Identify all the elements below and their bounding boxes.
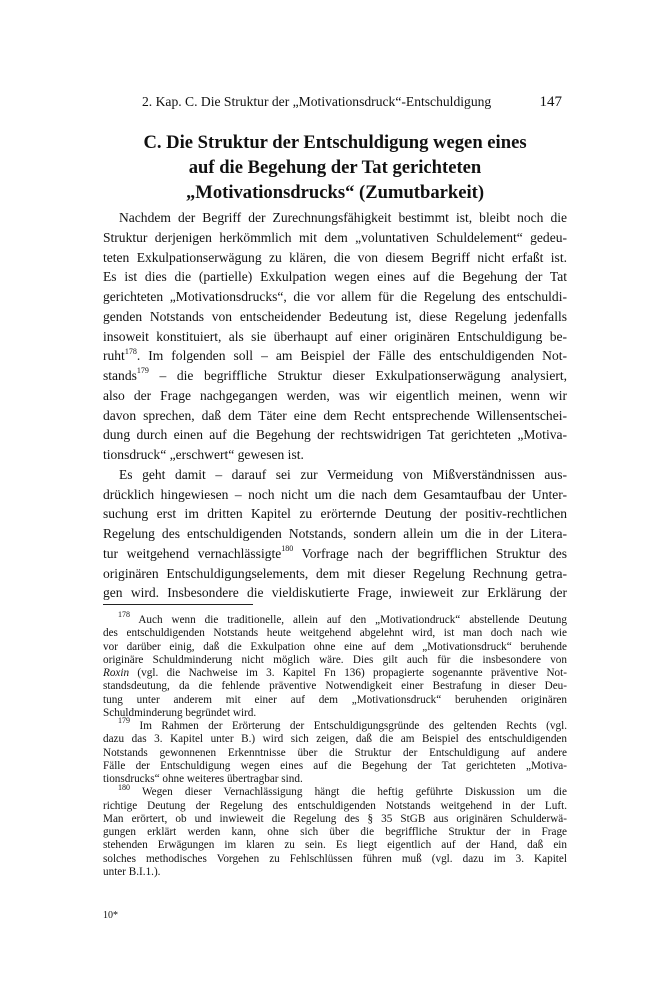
text-fragment: – die begriffliche Struktur dieser Exkulpationserwägung analysiert,: [148, 368, 567, 383]
text-line: dung durch einen auf die Begehung der rechtswidrigen Tat gerichteten „Motiva-: [103, 427, 567, 443]
text-fragment: ruht: [103, 348, 125, 364]
footnote-line: des entschuldigenden Notstands heute weitgehend abgelehnt wird, ist man doch nach wie: [103, 627, 567, 640]
footnote-line: [103, 716, 567, 733]
footnote-line: Notstands gewonnenen Erkenntnisse über die Struktur der Entschuldigung auf andere: [103, 746, 567, 759]
footnote-line: richtige Deutung der Regelung des entschuldigenden Notstands weitgehend in der Luft.: [103, 799, 567, 812]
printer-signature: 10*: [103, 910, 118, 921]
footnote-line: unter B.I.1.).: [103, 865, 161, 878]
text-line: originären Entschuldigungselements, dem mit dieser Regelung Rechnung getra-: [103, 565, 567, 581]
body-text: [103, 208, 567, 603]
text-fragment: Im Rahmen der Erörterung der Entschuldigungsgründe des geltenden Rechts (vgl.: [130, 720, 567, 732]
text-line: suchung erst im dritten Kapitel zu erörternde Deutung der positiv-rechtlichen: [103, 506, 567, 522]
footnote-number: 179: [118, 716, 130, 726]
footnote-line: stehenden Erwägungen im klaren zu sein. Es liegt eigentlich auf der Hand, daß ein: [103, 839, 567, 852]
text-line: teten Exkulpationserwägung zu klären, die von diesem Begriff nicht erfaßt ist.: [103, 249, 567, 265]
footnote-line: [103, 667, 567, 680]
text-line: tionsdruck“ „erschwert“ gewesen ist.: [103, 447, 304, 462]
text-fragment: Auch wenn die traditionelle, allein auf den „Motivationdruck“ abstellende Deutung: [130, 614, 567, 626]
text-fragment: . Im folgenden soll – am Beispiel der Fälle des entschuldigenden Not-: [136, 348, 567, 364]
footnote-line: dazu das 3. Kapitel unter B.) wird sich zeigen, daß die am Beispiel des entschuldigenden: [103, 733, 567, 746]
chapter-title-line-2: auf die Begehung der Tat gerichteten: [188, 157, 482, 178]
text-line: gerichteten „Motivationsdrucks“, die vor allem für die Regelung des entschuldi-: [103, 289, 567, 304]
text-fragment: stands: [103, 368, 137, 383]
chapter-title-line-1: C. Die Struktur der Entschuldigung wegen eines: [143, 132, 527, 153]
footnote-line: originäre Schuldminderung nicht möglich wäre. Dies gilt auch für die insbesondere von: [103, 653, 567, 666]
text-line: [103, 346, 567, 366]
footnote-line: tung unter anderem mit einer auf dem „Motivationsdruck“ beruhenden originären: [103, 693, 567, 706]
footnote-line: standsdeutung, da die fehlende präventive Notwendigkeit einer Bestrafung in dieser Deu-: [103, 680, 567, 693]
text-line: [103, 544, 567, 564]
footnotes: [103, 610, 567, 879]
text-line: Regelung des entschuldigenden Notstands, sondern allein um die in der Litera-: [103, 526, 567, 541]
footnote-ref-179[interactable]: 179: [136, 366, 149, 376]
chapter-title: [95, 130, 575, 205]
footnote-line: Man erörtert, ob und inwieweit die Regelung des § 35 StGB aus originären Schulderwä-: [103, 812, 567, 825]
footnote-178: [103, 610, 567, 720]
paragraph-2: [103, 465, 567, 603]
footnote-ref-178[interactable]: 178: [124, 346, 137, 356]
footnote-line: vor darüber einig, daß die Exkulpation ohne eine auf dem „Motivationsdruck“ beruhende: [103, 640, 567, 653]
footnote-line: Fälle der Entschuldigung wegen eines auf die Begehung der Tat gerichteten „Motiva-: [103, 759, 567, 772]
text-fragment: Wegen dieser Vernachlässigung hängt die heftig geführte Diskussion um die: [130, 786, 567, 799]
running-header: [142, 94, 562, 111]
text-line: davon sprechen, daß dem Täter eine dem Recht entsprechende Willensentschei-: [103, 407, 567, 423]
footnote-line: [103, 782, 567, 799]
text-line: also der Frage nachgegangen werden, was wir eigentlich meinen, wenn wir: [103, 387, 567, 403]
text-line: insoweit konstituiert, als sie überhaupt auf einer originären Entschuldigung be-: [103, 328, 567, 344]
chapter-title-line-3: „Motivationsdrucks“ (Zumutbarkeit): [185, 182, 485, 203]
author-name: Roxin: [103, 667, 130, 679]
page-number: 147: [539, 94, 562, 110]
text-line: Es ist dies die (partielle) Exkulpation wegen eines auf die Begehung der Tat: [103, 269, 567, 285]
text-line: genden Notstands von entscheidender Bedeutung ist, diese Regelung jedenfalls: [103, 308, 567, 324]
footnote-line: Schuldminderung begründet wird.: [103, 706, 257, 719]
paragraph-1: [103, 208, 567, 465]
text-line: [103, 366, 567, 386]
footnote-line: gungen erklärt werden kann, ohne sich über die begriffliche Struktur der in Frage: [103, 826, 567, 838]
text-fragment: tur weitgehend vernachlässigte: [103, 545, 282, 561]
footnote-number: 180: [118, 782, 130, 792]
footnote-number: 178: [118, 610, 130, 620]
text-line: drücklich hingewiesen – noch nicht um die nach dem Gesamtaufbau der Unter-: [103, 486, 567, 502]
text-line: Nachdem der Begriff der Zurechnungsfähigkeit bestimmt ist, bleibt noch die: [119, 210, 567, 225]
footnote-line: solches methodisches Vorgehen zu Fehlschlüssen führen muß (vgl. dazu im 3. Kapitel: [103, 852, 567, 865]
footnote-line: [103, 610, 567, 627]
text-line: Es geht damit – darauf sei zur Vermeidung von Mißverständnissen aus-: [119, 466, 567, 482]
footnote-179: [103, 716, 567, 786]
text-line: Struktur derjenigen herkömmlich mit dem „voluntativen Schuldelement“ gedeu-: [103, 229, 567, 245]
running-title: 2. Kap. C. Die Struktur der „Motivationsdruck“-Entschuldigung: [142, 94, 492, 109]
footnote-line: tionsdrucks“ ohne weiteres übertragbar sind.: [103, 773, 303, 785]
footnote-divider: [103, 604, 253, 605]
footnote-180: [103, 782, 567, 879]
footnote-ref-180[interactable]: 180: [281, 544, 294, 554]
text-line: gen wird. Insbesondere die vieldiskutierte Frage, inwieweit zur Erklärung der: [103, 585, 567, 601]
text-fragment: Vorfrage nach der begrifflichen Struktur des: [293, 545, 567, 561]
text-fragment: (vgl. die Nachweise im 3. Kapitel Fn 136) propagierte sogenannte präventive Not-: [129, 667, 567, 679]
